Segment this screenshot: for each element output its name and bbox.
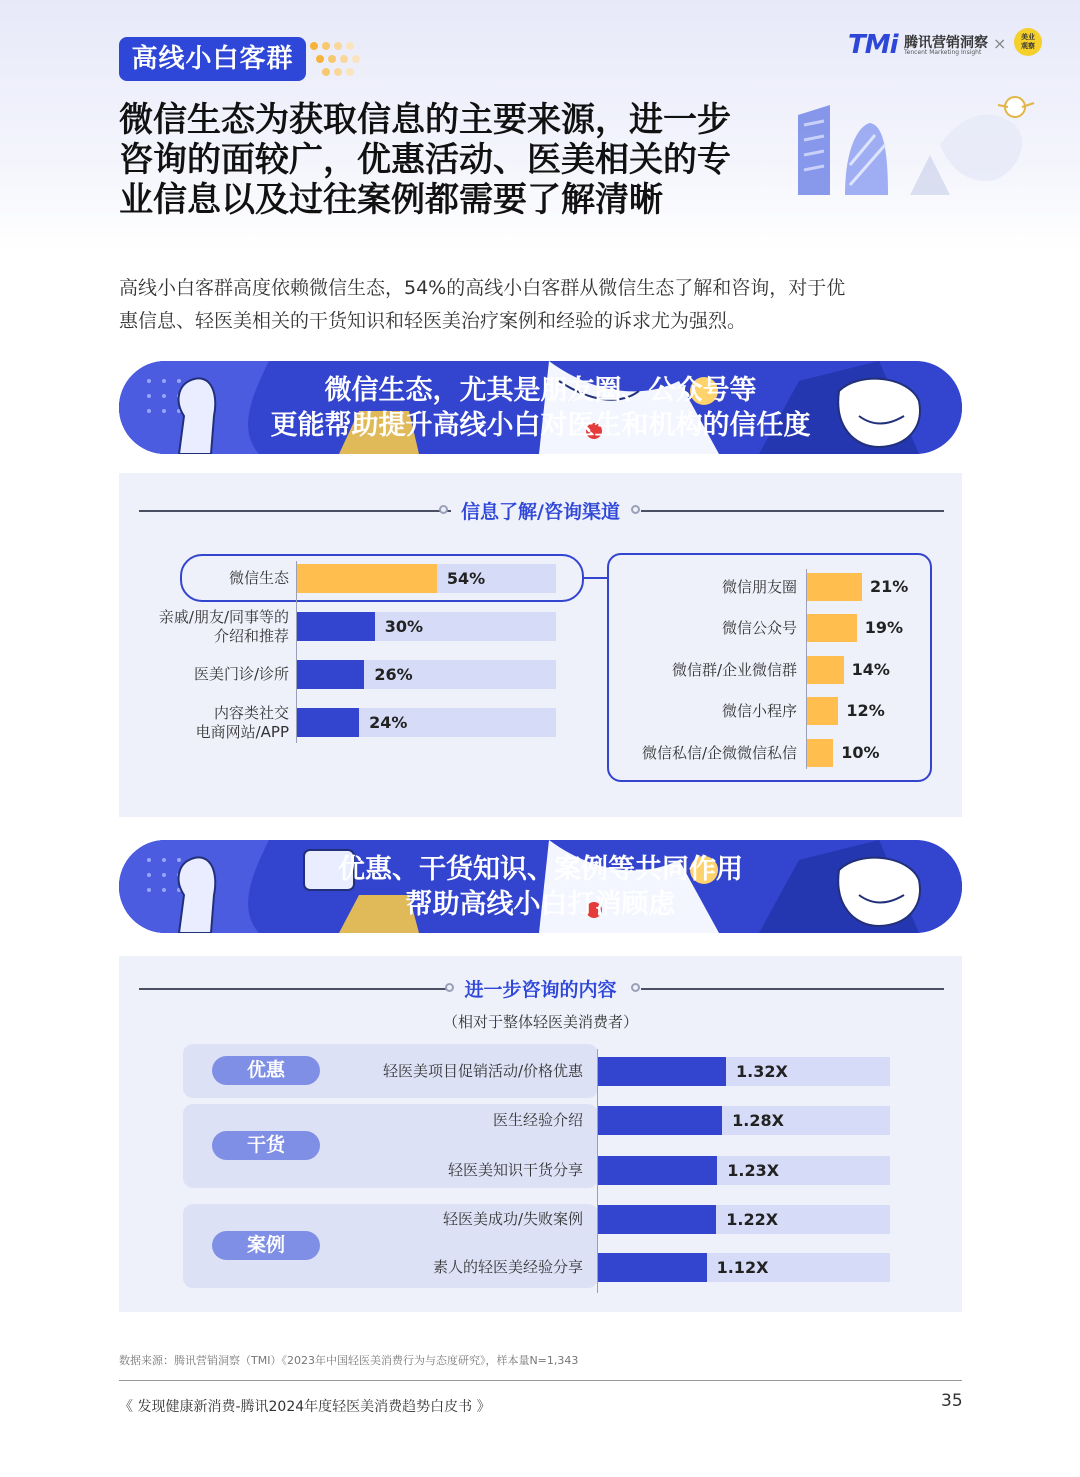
wechat-channel-label: 微信私信/企微微信私信 bbox=[641, 744, 797, 762]
banner-2-line-2: 帮助高线小白打消顾虑 bbox=[405, 889, 676, 920]
consultation-value: 1.12X bbox=[716, 1258, 769, 1277]
channel-label: 医美门诊/诊所 bbox=[193, 665, 289, 683]
page-headline bbox=[119, 100, 789, 220]
consultation-bar bbox=[598, 1156, 717, 1185]
intro-paragraph bbox=[119, 272, 969, 338]
logo-mark: TMi bbox=[848, 30, 898, 60]
report-title: 《 发现健康新消费-腾讯2024年度轻医美消费趋势白皮书 》 bbox=[119, 1399, 491, 1415]
channels-panel bbox=[119, 473, 962, 817]
group-tag: 案例 bbox=[212, 1231, 320, 1260]
channel-value: 24% bbox=[369, 713, 408, 732]
wechat-channel-value: 12% bbox=[846, 701, 885, 720]
city-illustration bbox=[790, 85, 1060, 205]
consultation-value: 1.23X bbox=[727, 1161, 780, 1180]
insight-banner-1 bbox=[119, 361, 962, 454]
consultation-label: 素人的轻医美经验分享 bbox=[432, 1258, 583, 1276]
partner-badge bbox=[1014, 28, 1042, 56]
section-rule-dot-right bbox=[631, 505, 640, 514]
insight-banner-2 bbox=[119, 840, 962, 933]
footer-divider bbox=[119, 1380, 962, 1381]
logo-en: Tencent Marketing Insight bbox=[904, 49, 982, 56]
dots-decoration bbox=[306, 40, 366, 80]
channel-value: 54% bbox=[446, 569, 486, 588]
channel-bar bbox=[297, 564, 437, 593]
consultation-label: 轻医美知识干货分享 bbox=[447, 1161, 583, 1179]
consultation-value: 1.32X bbox=[736, 1062, 788, 1081]
channel-bar bbox=[297, 612, 375, 641]
page-number: 35 bbox=[941, 1391, 963, 1411]
banner-2-line-1: 优惠、干货知识、案例等共同作用 bbox=[338, 854, 743, 885]
brand-logo bbox=[848, 28, 1048, 60]
consultation-subtitle: （相对于整体轻医美消费者） bbox=[442, 1013, 638, 1031]
consultation-bar bbox=[598, 1057, 726, 1086]
section-rule-right-2 bbox=[641, 988, 944, 990]
channel-label: 内容类社交 电商网站/APP bbox=[195, 703, 289, 741]
consultation-value: 1.22X bbox=[726, 1210, 779, 1229]
wechat-channel-label: 微信小程序 bbox=[721, 702, 797, 720]
group-tag: 干货 bbox=[212, 1131, 320, 1160]
channel-bar bbox=[297, 708, 359, 737]
wechat-channel-bar bbox=[807, 614, 857, 642]
wechat-channel-label: 微信群/企业微信群 bbox=[671, 661, 797, 679]
wechat-channel-label: 微信公众号 bbox=[721, 619, 797, 637]
headline-line-1: 微信生态为获取信息的主要来源，进一步 bbox=[119, 100, 731, 140]
consultation-value: 1.28X bbox=[732, 1111, 784, 1130]
badge-line-2: 观察 bbox=[1021, 42, 1035, 50]
logo-cn: 腾讯营销洞察 bbox=[904, 35, 988, 51]
channel-label: 亲戚/朋友/同事等的 介绍和推荐 bbox=[158, 607, 289, 645]
wechat-channel-bar bbox=[807, 656, 844, 684]
wechat-channel-bar bbox=[807, 697, 838, 725]
banner-1-line-2: 更能帮助提升高线小白对医生和机构的信任度 bbox=[270, 410, 811, 441]
wechat-channel-value: 19% bbox=[864, 618, 904, 637]
section-rule-dot-right-2 bbox=[631, 983, 640, 992]
channel-label: 微信生态 bbox=[228, 569, 289, 587]
wechat-channel-value: 21% bbox=[870, 577, 909, 596]
wechat-channel-label: 微信朋友圈 bbox=[721, 578, 797, 596]
consultation-label: 轻医美成功/失败案例 bbox=[442, 1210, 583, 1228]
wechat-channel-bar bbox=[807, 739, 833, 767]
badge-line-1: 美业 bbox=[1021, 33, 1035, 41]
logo-separator: × bbox=[993, 34, 1007, 53]
data-source: 数据来源：腾讯营销洞察（TMI）《2023年中国轻医美消费行为与态度研究》，样本量N=1,343 bbox=[119, 1354, 579, 1367]
consultation-bar bbox=[598, 1253, 707, 1282]
headline-line-2: 咨询的面较广，优惠活动、医美相关的专 bbox=[119, 140, 731, 180]
group-tag: 优惠 bbox=[212, 1056, 320, 1085]
consultation-panel bbox=[119, 956, 962, 1312]
consultation-bar bbox=[598, 1106, 722, 1135]
consultation-bar bbox=[598, 1205, 716, 1234]
headline-line-3: 业信息以及过往案例都需要了解清晰 bbox=[119, 180, 663, 220]
banner-1-line-1: 微信生态，尤其是朋友圈、公众号等 bbox=[324, 375, 757, 406]
consultation-title: 进一步咨询的内容 bbox=[464, 979, 617, 1001]
intro-line-1: 高线小白客群高度依赖微信生态，54%的高线小白客群从微信生态了解和咨询，对于优 bbox=[119, 277, 846, 299]
channel-bar bbox=[297, 660, 364, 689]
channels-title: 信息了解/咨询渠道 bbox=[461, 501, 620, 523]
section-rule-right bbox=[641, 510, 944, 512]
intro-line-2: 惠信息、轻医美相关的干货知识和轻医美治疗案例和经验的诉求尤为强烈。 bbox=[119, 310, 747, 332]
wechat-channel-value: 10% bbox=[841, 743, 880, 762]
wechat-channel-bar bbox=[807, 573, 862, 601]
consultation-label: 医生经验介绍 bbox=[492, 1111, 583, 1129]
consultation-label: 轻医美项目促销活动/价格优惠 bbox=[382, 1062, 583, 1080]
wechat-channel-value: 14% bbox=[851, 660, 890, 679]
channel-value: 30% bbox=[384, 617, 423, 636]
channel-value: 26% bbox=[374, 665, 413, 684]
section-tag: 高线小白客群 bbox=[119, 37, 306, 81]
connector-line bbox=[584, 569, 609, 583]
